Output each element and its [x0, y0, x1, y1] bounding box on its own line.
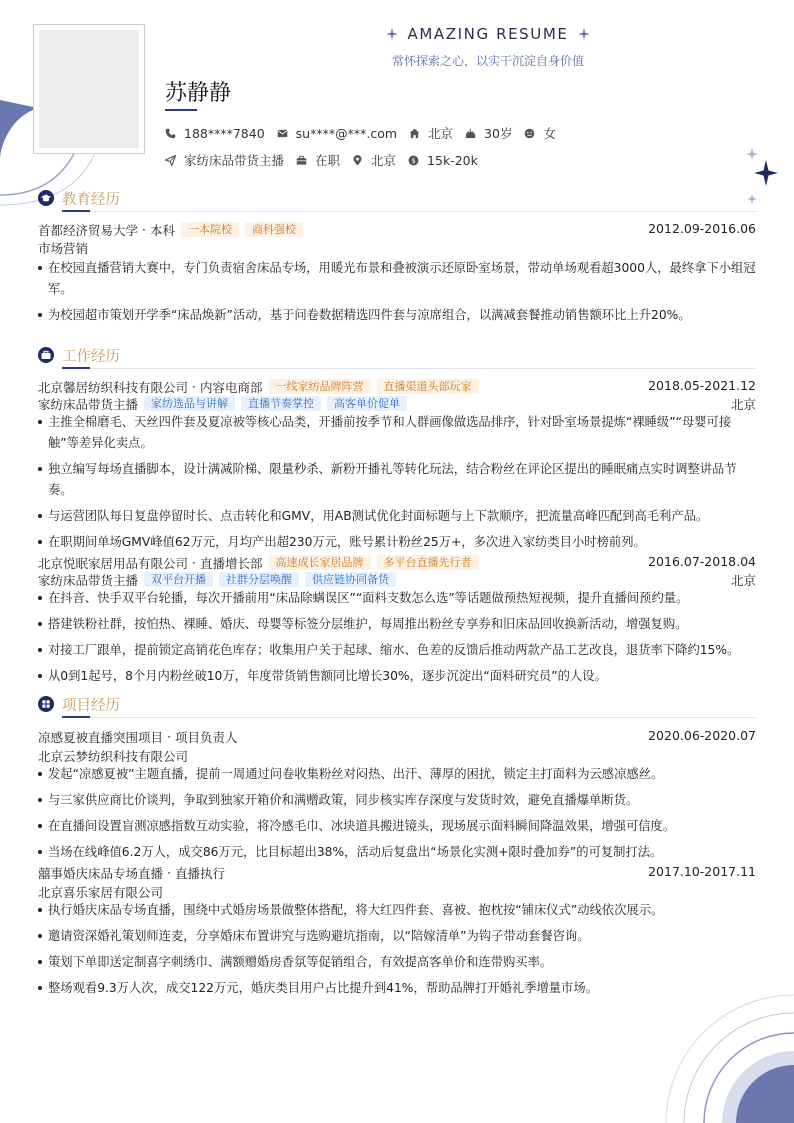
- target-position-info: 家纺床品带货主播: [165, 151, 284, 169]
- work-period: 2018.05-2021.12: [648, 378, 756, 393]
- email-info: su****@***.com: [277, 126, 397, 141]
- project-entry: 囍事婚庆床品专场直播 · 直播执行 2017.10-2017.11 北京喜乐家居有限公司 执行婚庆床品专场直播，围绕中式婚房场景做整体搭配，将大红四件套、喜被、抱枕按“铺床仪式”动线依次展示。 邀请资深婚礼策划师连麦，分享婚床布置讲究与选购避坑指南，以“陪嫁清单”为钩子带动套餐咨询。 策划下单即送定制喜字刺绣巾、满额赠婚房香氛等促销组合，有效提高客单价和连带购买率。 整场观看9.3万人次，成交122万元，婚庆类目用户占比提升到41%，帮助品牌打开婚礼季增量市场。: [38, 864, 756, 999]
- list-item: 在校园直播营销大赛中，专门负责宿舍床品专场，用暖光布景和叠被演示还原卧室场景，带动单场观看超3000人，最终拿下小组冠军。: [38, 258, 756, 300]
- work-bullets: [38, 588, 756, 687]
- school-tag: 商科强校: [245, 222, 303, 237]
- list-item: 邀请资深婚礼策划师连麦，分享婚床布置讲究与选购避坑指南，以“陪嫁清单”为钩子带动套餐咨询。: [38, 926, 756, 947]
- work-entry: 北京悦眠家居用品有限公司 · 直播增长部 高速成长家居品牌 多平台直播先行者 2016.07-2018.04 家纺床品带货主播 双平台开播 社群分层唤醒 供应链协同备货 北京 在抖音、快手双平台轮播，每次开播前用“床品除螨误区”“面料支数怎么选”等话题做预热短视频，提升直播间预约量。 搭建铁粉社群，按怕热、裸睡、婚庆、母婴等标签分层维护，每周推出粉丝专享券和旧床品回收换新活动，增强复购。 对接工厂跟单，提前锁定高销花色库存；收集用户关于起球、缩水、色差的反馈后推动两款产品工艺改良，退货率下降约15%。 从0到1起号，8个月内粉丝破10万，年度带货销售额同比增长30%，逐步沉淀出“面料研究员”的人设。: [38, 554, 756, 687]
- work-city: 北京: [730, 573, 756, 588]
- phone-icon: [165, 128, 176, 139]
- section-header: [38, 344, 756, 370]
- list-item: 从0到1起号，8个月内粉丝破10万，年度带货销售额同比增长30%，逐步沉淀出“面料研究员”的人设。: [38, 666, 756, 687]
- gender-icon: [524, 128, 535, 139]
- phone-info: 188****7840: [165, 126, 265, 141]
- slogan: 常怀探索之心，以实干沉淀自身价值: [391, 54, 584, 68]
- list-item: 当场在线峰值6.2万人，成交86万元，比目标超出38%，活动后复盘出“场景化实测+限时叠加券”的可复制打法。: [38, 842, 756, 863]
- star-icon: [578, 28, 590, 40]
- list-item: 在直播间设置盲测凉感指数互动实验，将冷感毛巾、冰块道具搬进镜头，现场展示面料瞬间降温效果，增强可信度。: [38, 816, 756, 837]
- project-role: 直播执行: [175, 865, 226, 881]
- project-company: 北京喜乐家居有限公司: [38, 884, 164, 900]
- job-intent-row: [165, 151, 490, 169]
- project-entry: 凉感夏被直播突围项目 · 项目负责人 2020.06-2020.07 北京云梦纺织科技有限公司 发起“凉感夏被”主题直播，提前一周通过问卷收集粉丝对闷热、出汗、薄厚的困扰，锁定主打面料为云感凉感丝。 与三家供应商比价谈判，争取到独家开箱价和满赠政策，同步核实库存深度与发货时效，避免直播爆单断货。 在直播间设置盲测凉感指数互动实验，将冷感毛巾、冰块道具搬进镜头，现场展示面料瞬间降温效果，增强可信度。 当场在线峰值6.2万人，成交86万元，比目标超出38%，活动后复盘出“场景化实测+限时叠加券”的可复制打法。: [38, 728, 756, 863]
- city-info: 北京: [352, 151, 396, 169]
- candidate-name: 苏静静: [165, 81, 232, 106]
- project-role: 项目负责人: [175, 729, 238, 745]
- svg-text:$: $: [411, 156, 416, 165]
- age-info: 30岁: [465, 124, 512, 142]
- company-name: 北京馨居纺织科技有限公司: [38, 379, 189, 395]
- list-item: 发起“凉感夏被”主题直播，提前一周通过问卷收集粉丝对闷热、出汗、薄厚的困扰，锁定主打面料为云感凉感丝。: [38, 764, 756, 785]
- education-entry: 首都经济贸易大学 · 本科 一本院校 商科强校 2012.09-2016.06 市场营销 在校园直播营销大赛中，专门负责宿舍床品专场，用暖光布景和叠被演示还原卧室场景，带动单场观看超3000人，最终拿下小组冠军。 为校园超市策划开学季“床品焕新”活动，基于问卷数据精选四件套与凉席组合，以满减套餐推动销售额环比上升20%。: [38, 221, 756, 326]
- briefcase-icon: [38, 347, 54, 363]
- star-icon: [386, 28, 398, 40]
- salary-info: $ 15k-20k: [408, 153, 478, 168]
- send-icon: [165, 155, 176, 166]
- school-name: 首都经济贸易大学: [38, 222, 139, 238]
- list-item: 策划下单即送定制喜字刺绣巾、满额赠婚房香氛等促销组合，有效提高客单价和连带购买率。: [38, 952, 756, 973]
- company-tag: 一线家纺品牌阵营: [269, 379, 371, 394]
- list-item: 与三家供应商比价谈判，争取到独家开箱价和满赠政策，同步核实库存深度与发货时效，避免直播爆单断货。: [38, 790, 756, 811]
- company-tag: 高速成长家居品牌: [269, 555, 371, 570]
- role-tag: 直播节奏掌控: [241, 396, 321, 411]
- major: 市场营销: [38, 240, 89, 256]
- role-tag: 社群分层唤醒: [219, 572, 299, 587]
- list-item: 与运营团队每日复盘停留时长、点击转化和GMV，用AB测试优化封面标题与上下款顺序，把流量高峰匹配到高毛利产品。: [38, 506, 756, 527]
- list-item: 在职期间单场GMV峰值62万元，月均产出超230万元，账号累计粉丝25万+，多次进入家纺类目小时榜前列。: [38, 532, 756, 553]
- role-tag: 高客单价促单: [327, 396, 407, 411]
- contact-info-row: [165, 124, 568, 142]
- company-name: 北京悦眠家居用品有限公司: [38, 555, 189, 571]
- work-section: [38, 344, 756, 692]
- salary-icon: [408, 155, 419, 166]
- brand-title: AMAZING RESUME: [407, 25, 569, 43]
- department: 直播增长部: [200, 555, 263, 571]
- profile-photo: [33, 24, 145, 154]
- list-item: 对接工厂跟单，提前锁定高销花色库存；收集用户关于起球、缩水、色差的反馈后推动两款产品工艺改良，退货率下降约15%。: [38, 640, 756, 661]
- decorative-circles-bottom: [664, 993, 794, 1123]
- list-item: 搭建铁粉社群，按怕热、裸睡、婚庆、母婴等标签分层维护，每周推出粉丝专享券和旧床品回收换新活动，增强复购。: [38, 614, 756, 635]
- cake-icon: [465, 128, 476, 139]
- role-tag: 家纺选品与讲解: [144, 396, 235, 411]
- role-tag: 双平台开播: [144, 572, 213, 587]
- graduation-cap-icon: [38, 190, 54, 206]
- list-item: 独立编写每场直播脚本，设计满减阶梯、限量秒杀、新粉开播礼等转化玩法，结合粉丝在评论区提出的睡眠痛点实时调整讲品节奏。: [38, 459, 756, 501]
- list-item: 执行婚庆床品专场直播，围绕中式婚房场景做整体搭配，将大红四件套、喜被、抱枕按“铺床仪式”动线依次展示。: [38, 900, 756, 921]
- department: 内容电商部: [200, 379, 263, 395]
- degree: 本科: [150, 222, 176, 238]
- job-role: 家纺床品带货主播: [38, 572, 139, 588]
- list-item: 主推全棉磨毛、天丝四件套及夏凉被等核心品类，开播前按季节和人群画像做选品排序，针对卧室场景提炼“裸睡级”“母婴可接触”等差异化卖点。: [38, 412, 756, 454]
- section-title: 教育经历: [62, 192, 120, 208]
- status-info: 在职: [296, 151, 340, 169]
- list-item: 为校园超市策划开学季“床品焕新”活动，基于问卷数据精选四件套与凉席组合，以满减套餐推动销售额环比上升20%。: [38, 305, 756, 326]
- project-name: 囍事婚庆床品专场直播: [38, 865, 164, 881]
- project-company: 北京云梦纺织科技有限公司: [38, 748, 189, 764]
- section-header: [38, 693, 756, 719]
- role-tag: 供应链协同备货: [305, 572, 396, 587]
- education-section: [38, 187, 756, 331]
- briefcase-icon: [296, 155, 307, 166]
- project-bullets: [38, 900, 756, 999]
- section-title: 工作经历: [62, 349, 120, 365]
- company-tag: 直播渠道头部玩家: [377, 379, 479, 394]
- gender-info: 女: [524, 124, 556, 142]
- mail-icon: [277, 128, 288, 139]
- grid-icon: [38, 696, 54, 712]
- project-bullets: [38, 764, 756, 863]
- job-role: 家纺床品带货主播: [38, 396, 139, 412]
- projects-section: [38, 693, 756, 1004]
- location-icon: [352, 155, 363, 166]
- work-bullets: [38, 412, 756, 553]
- resume-brand: [386, 25, 590, 43]
- work-period: 2016.07-2018.04: [648, 554, 756, 569]
- section-header: [38, 187, 756, 213]
- home-info: 北京: [409, 124, 453, 142]
- education-period: 2012.09-2016.06: [648, 221, 756, 236]
- work-city: 北京: [730, 397, 756, 412]
- home-icon: [409, 128, 420, 139]
- company-tag: 多平台直播先行者: [377, 555, 479, 570]
- school-tag: 一本院校: [181, 222, 239, 237]
- project-period: 2020.06-2020.07: [648, 728, 756, 743]
- project-period: 2017.10-2017.11: [648, 864, 756, 879]
- list-item: 在抖音、快手双平台轮播，每次开播前用“床品除螨误区”“面料支数怎么选”等话题做预热短视频，提升直播间预约量。: [38, 588, 756, 609]
- name-underline: [165, 109, 197, 111]
- work-entry: 北京馨居纺织科技有限公司 · 内容电商部 一线家纺品牌阵营 直播渠道头部玩家 2018.05-2021.12 家纺床品带货主播 家纺选品与讲解 直播节奏掌控 高客单价促单 北京 主推全棉磨毛、天丝四件套及夏凉被等核心品类，开播前按季节和人群画像做选品排序，针对卧室场景提炼“裸睡级”“母婴可接触”等差异化卖点。 独立编写每场直播脚本，设计满减阶梯、限量秒杀、新粉开播礼等转化玩法，结合粉丝在评论区提出的睡眠痛点实时调整讲品节奏。 与运营团队每日复盘停留时长、点击转化和GMV，用AB测试优化封面标题与上下款顺序，把流量高峰匹配到高毛利产品。 在职期间单场GMV峰值62万元，月均产出超230万元，账号累计粉丝25万+，多次进入家纺类目小时榜前列。: [38, 378, 756, 553]
- project-name: 凉感夏被直播突围项目: [38, 729, 164, 745]
- list-item: 整场观看9.3万人次，成交122万元，婚庆类目用户占比提升到41%，帮助品牌打开婚礼季增量市场。: [38, 978, 756, 999]
- education-bullets: [38, 258, 756, 326]
- section-title: 项目经历: [62, 698, 120, 714]
